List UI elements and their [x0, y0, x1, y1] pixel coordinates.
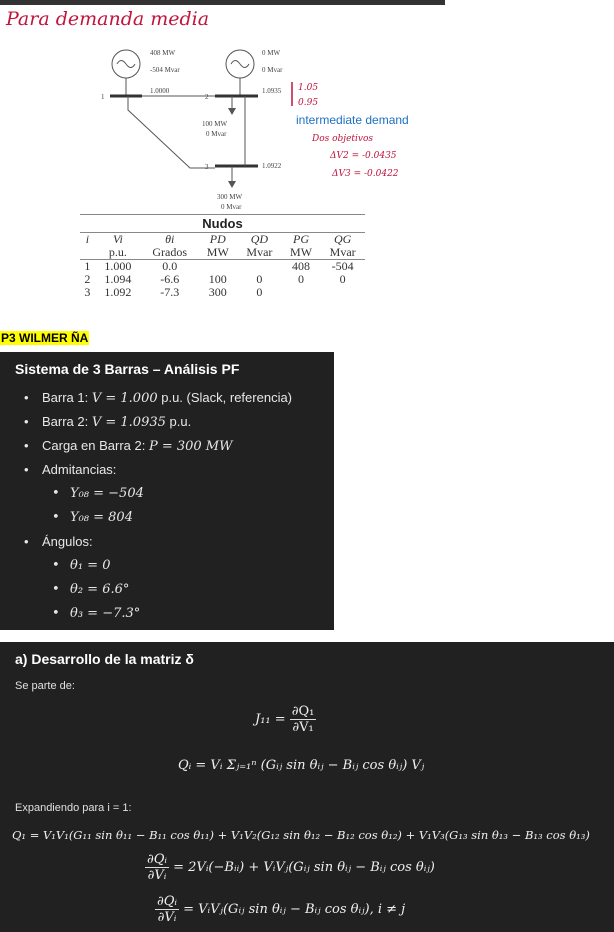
hand-v2: 0.95	[298, 98, 319, 108]
cell: 0.0	[162, 259, 178, 273]
load-2-arrow-icon	[228, 108, 236, 115]
hand-v1: 1.05	[298, 83, 319, 93]
load3-mw: 300 MW	[217, 193, 243, 201]
cell: 0	[339, 272, 346, 286]
bus2-voltage: 1.0935	[262, 87, 282, 95]
bullet-admitancias: • Admitancias:	[42, 462, 116, 477]
cell	[282, 286, 321, 299]
col-header: PG	[293, 232, 310, 246]
dqi-fraction	[145, 852, 169, 883]
page-heading: Para demanda media	[6, 8, 210, 30]
gen1-mvar: -504 Mvar	[150, 66, 180, 74]
bullet-theta1: • θ₁ = 0	[70, 558, 110, 573]
line-1-3	[128, 96, 215, 168]
cell	[237, 260, 282, 274]
col-header: i	[85, 232, 90, 246]
bullet-angulos: • Ángulos:	[42, 534, 93, 549]
table-row	[80, 260, 365, 274]
bus1-voltage: 1.0000	[150, 87, 170, 95]
bullet-theta3: • θ₃ = −7.3°	[70, 606, 140, 621]
generator-2-wave	[231, 61, 249, 68]
cell: 0	[256, 285, 263, 299]
text: Barra 2:	[42, 414, 92, 429]
col-header: θi	[165, 232, 175, 246]
bullet-carga	[42, 438, 232, 454]
cell	[198, 260, 237, 274]
math: V = 1.000	[91, 391, 158, 406]
cell: 1.094	[104, 272, 132, 286]
gen1-mw: 408 MW	[150, 49, 176, 57]
col-header: Vi	[113, 232, 123, 246]
cell: 0	[298, 272, 305, 286]
bus2-number: 2	[205, 93, 209, 101]
unit-cell: Mvar	[237, 246, 282, 260]
cell: 300	[208, 285, 227, 299]
math: P = 300 MW	[148, 439, 233, 454]
hand-delta-v3: ΔV3 = -0.0422	[332, 169, 399, 179]
generator-1-wave	[117, 61, 135, 68]
hand-dos-objetivos: Dos objetivos	[312, 134, 374, 144]
q1-equation: Q₁ = V₁V₁(G₁₁ sin θ₁₁ − B₁₁ cos θ₁₁) + V₁V₂(G₁₂ sin θ₁₂ − B₁₂ cos θ₁₂) + V₁V₃(G₁₃ sin θ₁₃ − B₁₃ cos θ₁₃)	[12, 828, 590, 842]
denominator: ∂Vᵢ	[157, 910, 177, 925]
unit-cell: Grados	[141, 246, 199, 260]
cell: 100	[208, 272, 227, 286]
text: Carga en Barra 2:	[42, 438, 149, 453]
gen2-mw: 0 MW	[262, 49, 281, 57]
unit-cell: MW	[198, 246, 237, 260]
text: p.u.	[165, 414, 192, 429]
denominator: ∂Vᵢ	[147, 868, 167, 883]
dqi-diag-equation	[145, 852, 435, 883]
gen2-mvar: 0 Mvar	[262, 66, 283, 74]
denominator: ∂V₁	[292, 720, 314, 735]
load2-mw: 100 MW	[202, 120, 228, 128]
j11-fraction	[290, 704, 317, 735]
sistema-box	[0, 352, 334, 630]
top-bar	[0, 0, 445, 5]
col-header: QD	[250, 232, 269, 246]
j11-lhs: J₁₁ =	[255, 712, 290, 727]
numerator: ∂Qᵢ	[147, 852, 167, 867]
load2-mvar: 0 Mvar	[206, 130, 227, 138]
load-3-arrow-icon	[228, 181, 236, 188]
col-header: QG	[334, 232, 352, 246]
rhs: = 2Vᵢ(−Bᵢᵢ) + VᵢVⱼ(Gᵢⱼ sin θᵢⱼ − Bᵢⱼ cos θᵢⱼ)	[169, 860, 435, 875]
intermediate-demand-label: intermediate demand	[296, 113, 409, 127]
dqi-fraction	[155, 894, 179, 925]
cell: -7.3	[160, 285, 180, 299]
expand-text: Expandiendo para i = 1:	[15, 802, 132, 814]
cell: 3	[84, 285, 91, 299]
cell: -504	[331, 259, 354, 273]
matriz-box	[0, 642, 614, 932]
nudos-table-section	[80, 214, 365, 299]
cell: 1.000	[104, 259, 132, 273]
load3-mvar: 0 Mvar	[221, 203, 242, 211]
bus1-number: 1	[101, 93, 105, 101]
nudos-title: Nudos	[80, 214, 365, 233]
unit-cell: Mvar	[320, 246, 365, 260]
cell: 2	[84, 272, 91, 286]
unit-cell: p.u.	[95, 246, 141, 260]
hand-delta-v2: ΔV2 = -0.0435	[330, 151, 397, 161]
cell: 0	[256, 272, 263, 286]
numerator: ∂Q₁	[291, 704, 315, 719]
bullet-y2: • Y₀₈ = 804	[70, 510, 133, 525]
nudos-table	[80, 233, 365, 299]
bus3-number: 3	[205, 163, 209, 171]
dqi-offdiag-equation	[155, 894, 405, 925]
unit-cell	[80, 246, 95, 260]
math: V = 1.0935	[91, 415, 166, 430]
col-header: PD	[209, 232, 226, 246]
power-system-diagram	[0, 30, 420, 215]
matriz-title: a) Desarrollo de la matriz δ	[15, 651, 194, 667]
text: Barra 1:	[42, 390, 92, 405]
cell	[320, 286, 365, 299]
unit-cell: MW	[282, 246, 321, 260]
p3-label: P3 WILMER ÑA	[1, 331, 89, 345]
bullet-theta2: • θ₂ = 6.6°	[70, 582, 129, 597]
intro-text: Se parte de:	[15, 680, 75, 692]
bullet-barra2	[42, 414, 191, 430]
j11-equation	[255, 704, 316, 735]
cell: 1	[84, 259, 91, 273]
numerator: ∂Qᵢ	[157, 894, 177, 909]
sistema-title: Sistema de 3 Barras – Análisis PF	[15, 361, 240, 377]
cell: 1.092	[104, 285, 132, 299]
qi-equation: Qᵢ = Vᵢ Σⱼ₌₁ⁿ (Gᵢⱼ sin θᵢⱼ − Bᵢⱼ cos θᵢⱼ) Vⱼ	[178, 758, 425, 773]
cell: 408	[292, 259, 311, 273]
cell: -6.6	[160, 272, 180, 286]
bullet-y1: • Y₀₈ = −504	[70, 486, 144, 501]
bullet-barra1	[42, 390, 292, 406]
rhs: = VᵢVⱼ(Gᵢⱼ sin θᵢⱼ − Bᵢⱼ cos θᵢⱼ), i ≠ j	[179, 902, 406, 917]
bus3-voltage: 1.0922	[262, 162, 282, 170]
text: p.u. (Slack, referencia)	[157, 390, 293, 405]
table-row	[80, 286, 365, 299]
